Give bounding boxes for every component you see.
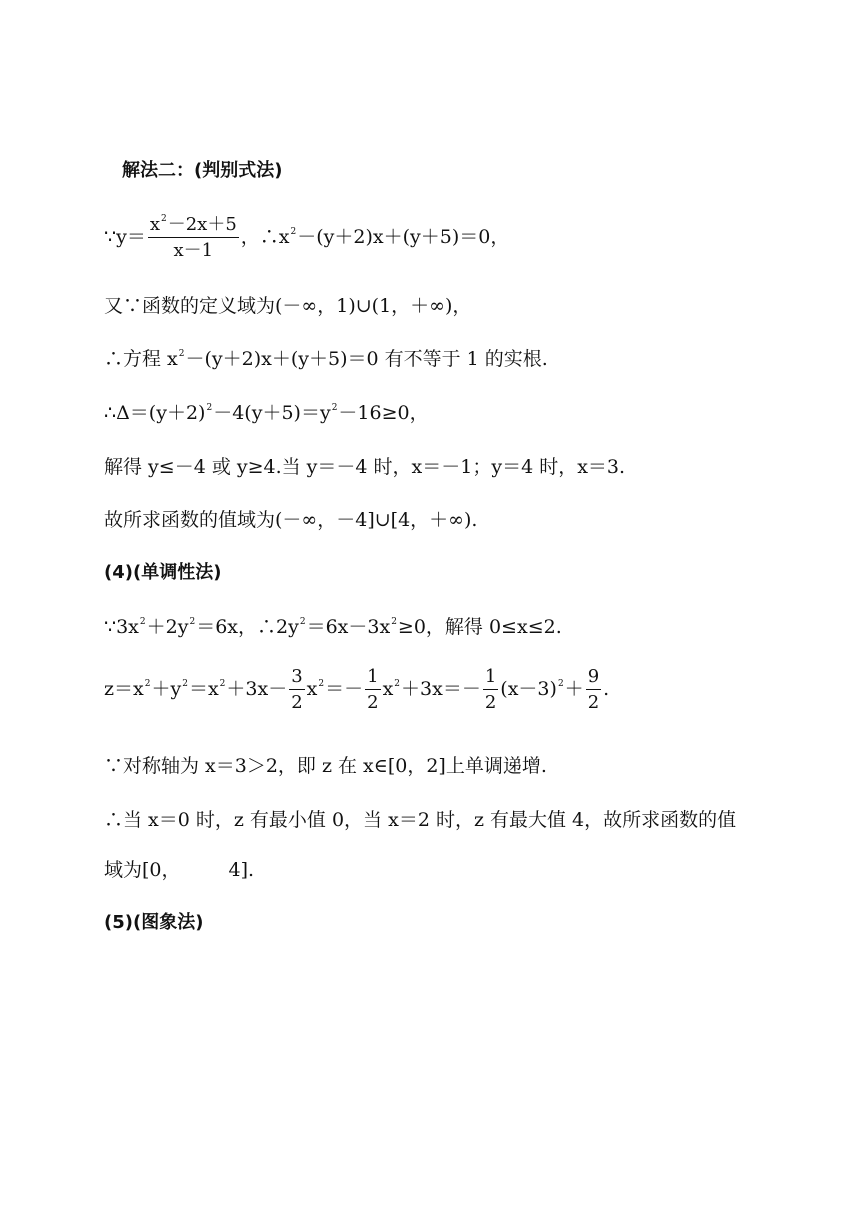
solution-line: 解得 y≤－4 或 y≥4.当 y＝－4 时，x＝－1；y＝4 时，x＝3. [104, 456, 626, 478]
text-a: ∴Δ＝(y＋2) [104, 402, 206, 424]
text-f: ≥0，解得 0≤x≤2. [397, 616, 562, 638]
equation-line-7 [104, 618, 562, 637]
text-d: ＝6x－3x [306, 616, 391, 638]
frac-numerator: 3 [291, 666, 303, 687]
exponent: 2 [331, 403, 338, 413]
range-conclusion-line: 故所求函数的值域为(－∞，－4]∪[4，＋∞). [104, 509, 478, 531]
frac-num-x: x [149, 214, 160, 235]
min-max-line: ∴当 x＝0 时，z 有最小值 0，当 x＝2 时，z 有最大值 4，故所求函数的值 [104, 809, 737, 831]
section-4-title: (4)(单调性法) [104, 562, 222, 583]
domain-line: 又∵函数的定义域为(－∞，1)∪(1，＋∞)， [104, 295, 472, 317]
exponent: 2 [160, 214, 167, 224]
text-c: ＝6x，∴2y [196, 616, 299, 638]
discriminant-line [104, 404, 429, 423]
exponent: 2 [290, 227, 297, 237]
exponent: 2 [178, 349, 185, 359]
text-c: ＝x [188, 678, 219, 700]
section-5-title: (5)(图象法) [104, 912, 204, 933]
text-a: ∵3x [104, 616, 139, 638]
text-b: ＋2y [146, 616, 189, 638]
text-c: －16≥0， [338, 402, 429, 424]
exponent: 2 [557, 679, 564, 689]
range-line [104, 861, 254, 880]
fraction-1-2 [365, 668, 380, 712]
text-a: z＝x [104, 678, 144, 700]
exponent: 2 [394, 679, 401, 689]
exponent: 2 [189, 617, 196, 627]
exponent: 2 [206, 403, 213, 413]
exponent: 2 [219, 679, 226, 689]
fraction-9-2 [586, 668, 601, 712]
text-f: ＝－ [325, 678, 364, 700]
because-symbol: ∵ [104, 226, 117, 248]
symmetry-axis-line: ∵对称轴为 x＝3＞2，即 z 在 x∈[0，2]上单调递增. [104, 755, 547, 777]
frac-denominator: x－1 [173, 240, 214, 261]
equation-line-1 [104, 216, 509, 260]
text-a: 域为[0， [104, 859, 181, 881]
text-b: ＋y [151, 678, 182, 700]
text-a: ∴方程 x [104, 348, 178, 370]
text-h: ＋3x＝－ [401, 678, 481, 700]
text-d: ＋3x－ [226, 678, 288, 700]
frac-denominator: 2 [484, 692, 497, 713]
text-i: (x－3) [500, 678, 557, 700]
method-2-title: 解法二：(判别式法) [122, 160, 283, 181]
frac-numerator: 1 [367, 666, 379, 687]
text-g: x [382, 678, 394, 700]
exponent: 2 [391, 617, 397, 627]
text-rest: －(y＋2)x＋(y＋5)＝0， [297, 226, 510, 248]
frac-denominator: 2 [291, 692, 303, 713]
exponent: 2 [318, 679, 325, 689]
equation-line-3 [104, 350, 548, 369]
frac-denominator: 2 [587, 692, 600, 713]
exponent: 2 [182, 679, 188, 689]
frac-numerator: 9 [587, 666, 600, 687]
exponent: 2 [139, 617, 146, 627]
fraction-y [148, 216, 239, 260]
text-k: . [603, 678, 610, 700]
text-b: －4(y＋5)＝y [213, 402, 331, 424]
frac-num-rest: －2x＋5 [167, 214, 237, 235]
frac-denominator: 2 [367, 692, 379, 713]
exponent: 2 [144, 679, 151, 689]
text-y-eq: y＝ [116, 226, 146, 248]
text-e: x [306, 678, 318, 700]
text-b: －(y＋2)x＋(y＋5)＝0 有不等于 1 的实根. [185, 348, 548, 370]
text-b: 4]. [228, 859, 255, 881]
exponent: 2 [299, 617, 306, 627]
equation-line-8 [104, 668, 609, 712]
frac-numerator: 1 [484, 666, 497, 687]
text-separator: ，∴x [240, 226, 290, 248]
fraction-3-2 [289, 668, 304, 712]
fraction-1-2 [483, 668, 498, 712]
text-j: ＋ [564, 678, 584, 700]
